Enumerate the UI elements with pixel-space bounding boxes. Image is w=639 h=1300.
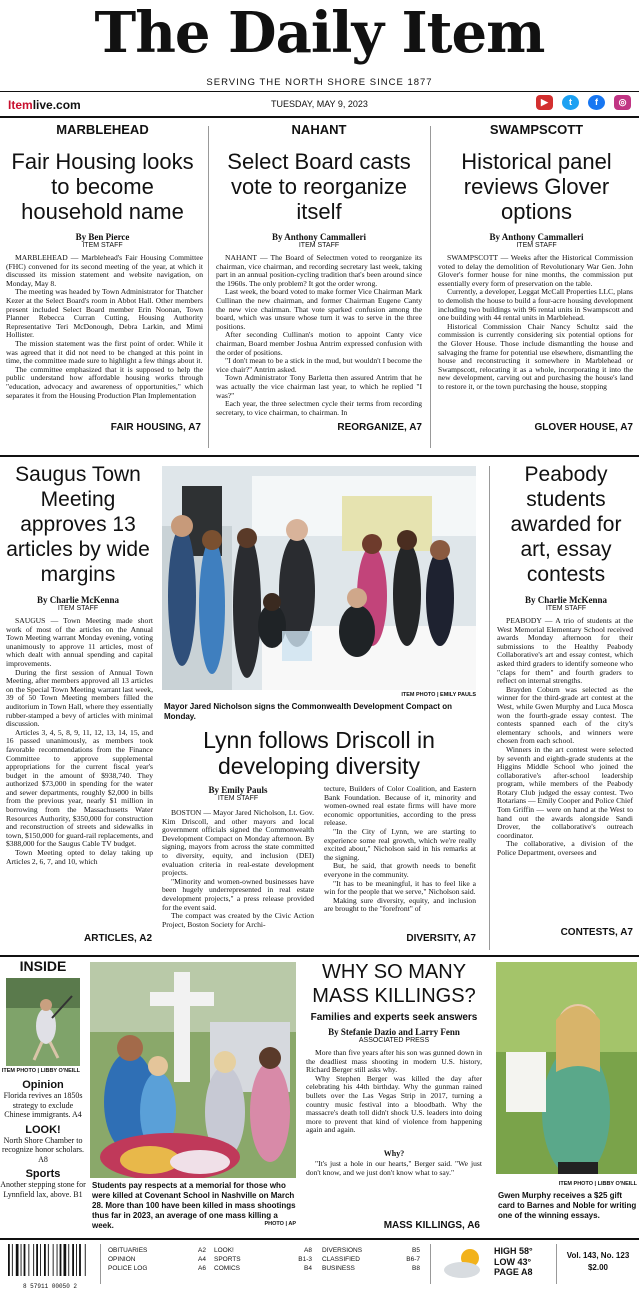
index-entry[interactable] [108, 1255, 206, 1264]
photo-credit: ITEM PHOTO | LIBBY O'NEILL [1, 1068, 80, 1074]
weather-icon [440, 1246, 490, 1280]
photo-caption: Gwen Murphy receives a $25 gift card to Barnes and Noble for writing one of the winning essays. [498, 1191, 637, 1220]
story-paragraph: After seconding Cullinan's motion to appoint Canty vice chairman, Board member Joshua Antrim expressed confusion with the order of positions. [216, 330, 422, 357]
story-paragraph: PEABODY — A trio of students at the West Memorial Elementary School received awards Monday afternoon for their submissions to the Healthy Peabody Collaborative's art and essay contest, which asked third graders to identify someone who "claps for them" and fourth graders to reflect on internal strengths. [497, 617, 633, 686]
index-page: B8 [412, 1265, 420, 1272]
story-byline: By Anthony Cammalleri [271, 232, 366, 242]
story-paragraph: "It has to be meaningful, it has to feel like a win for the people that we serve," Nicholson said. [324, 878, 476, 897]
story-paragraph: Historical Commission Chair Nancy Schultz said the commission is currently considering six potential options for the Glover House. Those include dismantling the house and salvaging the frame for potential use elsewhere, dismantling the house and reconstructing it somewhere in Marblehead or Swampscott, relocating it as a whole, incorporating it into the new development, carving out and purchasing the house's land to restore it, or the town purchasing the house, stopping [438, 321, 633, 391]
site-suffix: live.com [32, 98, 81, 112]
story-swampscott [434, 122, 639, 452]
index-column [322, 1246, 420, 1273]
signing-photo-illustration [162, 466, 476, 690]
instagram-icon[interactable]: ◎ [614, 95, 631, 110]
photo-credit: ITEM PHOTO | LIBBY O'NEILL [558, 1181, 637, 1187]
index-page: B5 [412, 1247, 420, 1254]
index-section: LOOK! [214, 1247, 234, 1254]
barcode-number: 8 57911 00050 2 [22, 1283, 77, 1290]
facebook-icon[interactable]: f [588, 95, 605, 110]
index-entry[interactable] [214, 1255, 312, 1264]
signing-photo [162, 466, 476, 690]
weather-page[interactable]: PAGE A8 [494, 1267, 533, 1277]
story-byline: By Anthony Cammalleri [489, 232, 584, 242]
story-paragraph: "I don't mean to be a stick in the mud, but wouldn't I become the vice chair?" Antrim asked. [216, 356, 422, 374]
story-paragraph: Town Administrator Tony Barletta then assured Antrim that he was actually the vice chairman last year, to which he replied "I was?" [216, 373, 422, 400]
column-divider [430, 126, 431, 448]
story-paragraph: The meeting was headed by Town Administrator for Thatcher Kezer at the Select Board's room in Abbot Hall. Other members present included Select Board member Erin Noonan, Town Planner Rebecca Curran Cutting, Housing Authority Representative Teri McDonough, Debra Larkin, and Mimi Hollister. [6, 287, 203, 340]
story-byline: By Ben Pierce [75, 232, 130, 242]
story-paragraph: BOSTON — Mayor Jared Nicholson, Lt. Gov. Kim Driscoll, and other mayors and local government officials signed the Commonwealth Development Compact on Monday afternoon. By signing, mayors from across the state committed to diversity, equity, and inclusion (DEI) evaluation criteria in real-estate development projects. [162, 809, 314, 878]
lacrosse-photo-illustration [6, 978, 80, 1066]
photo-credit: PHOTO | AP [264, 1221, 296, 1227]
column-divider [100, 1244, 101, 1284]
photo-credit: ITEM PHOTO | EMILY PAULS [401, 692, 476, 698]
story-paragraph: The collaborative, a division of the Police Department, oversees and [497, 839, 633, 858]
barcode [6, 1244, 94, 1290]
youtube-icon[interactable]: ▶ [536, 95, 553, 110]
story-jump-link[interactable]: REORGANIZE, A7 [337, 422, 422, 433]
story-jump-link[interactable]: MASS KILLINGS, A6 [383, 1220, 480, 1231]
story-body [493, 617, 639, 927]
index-page: A4 [198, 1256, 206, 1263]
story-paragraph: Each year, the three selectmen cycle their terms from recording secretary, to vice chairman, to chairman. In [216, 399, 422, 417]
volume-number: Vol. 143, No. 123 [566, 1251, 630, 1260]
gwen-photo-illustration [496, 962, 637, 1174]
story-body [0, 617, 156, 933]
story-byline: By Charlie McKenna [37, 595, 119, 605]
column-divider [430, 1244, 431, 1284]
story-body [324, 785, 476, 925]
story-headline: Saugus Town Meeting approves 13 articles by wide margins [6, 463, 150, 586]
story-paragraph: The mission statement was the first point of order. While it was agreed that it did not need to be changed at this point in time, the committee made sure to highlight a few things about it. [6, 338, 203, 366]
story-headline: WHY SO MANY MASS KILLINGS? [312, 961, 476, 1007]
index-entry[interactable] [108, 1246, 206, 1255]
story-jump-link[interactable]: CONTESTS, A7 [560, 927, 633, 938]
story-headline: Peabody students awarded for art, essay contests [510, 463, 622, 586]
column-divider [208, 126, 209, 448]
story-paragraph: During the first session of Annual Town Meeting, after members approved all 13 articles on the Special Town Meeting warrant last week, 39 of 50 Town Meeting members filled the auditorium in Town Hall, where they essentially rubber-stamped a bevy of articles with minimal discussion. [6, 667, 153, 729]
story-paragraph: NAHANT — The Board of Selectmen voted to reorganize its chairman, vice chairman, and recording secretary last week, taking part in an annual position-cycling tradition that's been around since the 1960s. The only problem? It got the order wrong. [216, 254, 422, 288]
story-paragraph: tecture, Builders of Color Coalition, and Eastern Bank Foundation. Because of it, minority and women-owned real estate firms will have more economic opportunities, according to the press release. [324, 785, 476, 828]
story-kicker: NAHANT [291, 122, 347, 137]
weather-high: HIGH 58° [494, 1246, 533, 1256]
story-lynn [162, 727, 476, 952]
photo-caption: Students pay respects at a memorial for those who were killed at Covenant School in Nashville on March 28. More than 100 have been killed in mass shootings thus far in 2023, an average of one mass killing a week. [92, 1181, 296, 1230]
inside-item-text: Florida revives an 1850s strategy to exclude Chinese immigrants. A4 [3, 1091, 83, 1119]
story-kicker: MARBLEHEAD [56, 122, 149, 137]
barcode-icon [6, 1244, 94, 1278]
memorial-photo [90, 962, 296, 1178]
index-column [108, 1246, 206, 1273]
story-marblehead [0, 122, 205, 452]
issue-date: TUESDAY, MAY 9, 2023 [271, 99, 368, 109]
story-paragraph: Currently, a developer, Leggat McCall Properties LLC, plans to demolish the house to build a four-acre housing development including two buildings with 96 rental units in Swampscott and one building with 44 rental units in Marblehead. [438, 287, 633, 323]
story-paragraph: Last week, the board voted to make former Vice Chairman Mark Cullinan the new chairman, and former Chairman Eugene Canty the new vice chairman. That vote sparked confusion among the board, which was unsure whose turn it was to serve in the three positions. [216, 287, 422, 331]
story-paragraph: Town Meeting opted to delay taking up Articles 2, 6, 7, and 10, which [6, 848, 153, 866]
divider [0, 455, 639, 457]
story-paragraph: Articles 3, 4, 5, 8, 9, 11, 12, 13, 14, 15, and 16 passed unanimously, as members took favorable recommendations from the Finance Committee to approve supplemental appropriations for the current fiscal year's budget in the amount of $938,740. They authorized $73,000 in spending for the water and sewer departments, roughly $2,000 in bills from the previous year, nearly $1 million in borrowing from the Massachusetts Water Resources Authority, $350,000 for construction and reconstruction of streets and sidewalks in town, $150,000 for guard-rail replacements, and $388,000 for the Saugus Cable TV budget. [6, 727, 153, 849]
story-mass-killings [304, 960, 484, 1235]
story-jump-link[interactable]: ARTICLES, A2 [84, 933, 152, 944]
index-entry[interactable] [322, 1246, 420, 1255]
index-section: SPORTS [214, 1256, 241, 1263]
column-divider [556, 1244, 557, 1284]
story-body [304, 1160, 484, 1190]
story-paragraph: Making sure diversity, equity, and inclusion are brought to the "forefront" of [324, 895, 476, 914]
inside-title: INSIDE [19, 958, 67, 974]
inside-item-head[interactable]: Sports [25, 1168, 61, 1180]
index-entry[interactable] [108, 1264, 206, 1273]
site-prefix: Item [8, 98, 33, 112]
story-byline: By Emily Pauls [208, 785, 268, 795]
inside-box [0, 958, 86, 1233]
story-staff: ITEM STAFF [82, 242, 123, 249]
story-paragraph: Why Stephen Berger was killed the day after celebrating his 44th birthday. Why the gunman rained bullets over the Las Vegas Strip in 2017, turning a country music festival into a bloodbath. Why the massacre's death toll didn't shock U.S. leaders into doing more to prevent that kind of violence from happening again and again. [306, 1073, 482, 1135]
story-paragraph: SAUGUS — Town Meeting made short work of most of the articles on the Annual Town Meeting warrant Monday evening, voting unanimously to approve 11 articles, most of which dealt with annual spending and capital improvements. [6, 617, 153, 668]
story-subhead: Families and experts seek answers [310, 1012, 478, 1023]
story-staff: ITEM STAFF [217, 795, 259, 802]
story-paragraph: The committee emphasized that it is supposed to help the public understand how affordable housing works through "education, advocacy and awareness of opportunities," which separates it from the Housing Production Plan Implementation [6, 364, 203, 400]
index-page: A6 [198, 1265, 206, 1272]
inside-item-text: North Shore Chamber to recognize honor scholars. A8 [2, 1135, 84, 1164]
index-section: BUSINESS [322, 1265, 355, 1272]
story-paragraph: More than five years after his son was gunned down in the deadliest mass shooting in modern U.S. history, Richard Berger still asks why. [306, 1049, 482, 1075]
story-section-head: Why? [383, 1149, 405, 1158]
inside-item-text: Another stepping stone for Lynnfield lax, above. B1 [0, 1180, 86, 1199]
story-paragraph: "It's just a hole in our hearts," Berger said. "We just don't know, and we just don't know what to say." [306, 1160, 482, 1177]
masthead-title: The Daily Item [94, 0, 545, 66]
story-body [304, 1049, 484, 1145]
index-section: DIVERSIONS [322, 1247, 363, 1254]
story-paragraph: Winners in the art contest were selected by seventh and eighth-grade students at the Higgins Middle School who joined the collaborative's after-school leadership program, while members of the Peabody Rotary Club judged the essay contest. Two Rotarians — Emily Cooper and Police Chief Tom Griffin — were on hand at the West to hand out the awards alongside Sandi Drover, the collaborative's outreach coordinator. [497, 744, 633, 840]
story-kicker: SWAMPSCOTT [489, 122, 584, 137]
story-headline: Historical panel reviews Glover options [461, 149, 612, 224]
index-page: A8 [304, 1247, 312, 1254]
index-section: CLASSIFIED [322, 1256, 360, 1263]
story-byline: By Stefanie Dazio and Larry Fenn [328, 1027, 460, 1037]
story-paragraph: "In the City of Lynn, we are starting to experience some real growth, which we're really excited about," Nicholson said in his remarks at the signing. [324, 826, 476, 862]
story-jump-link[interactable]: FAIR HOUSING, A7 [110, 422, 201, 433]
index-page: B1-3 [298, 1256, 312, 1263]
divider [0, 955, 639, 957]
index-column [214, 1246, 312, 1273]
index-entry[interactable] [322, 1255, 420, 1264]
story-staff: ITEM STAFF [545, 605, 587, 612]
story-headline: Lynn follows Driscoll in developing diversity [203, 727, 435, 779]
weather-box [494, 1246, 552, 1278]
story-paragraph: "Minority and women-owned businesses have been hugely underrepresented in real estate development projects," a press release provided for the event said. [162, 876, 314, 912]
index-page: B6-7 [406, 1256, 420, 1263]
twitter-icon[interactable]: t [562, 95, 579, 110]
weather-low: LOW 43° [494, 1256, 532, 1267]
lacrosse-photo[interactable] [6, 978, 80, 1066]
story-peabody [493, 462, 639, 952]
story-paragraph: The compact was created by the Civic Action Project, Boston Society for Archi- [162, 911, 314, 929]
story-staff: ITEM STAFF [57, 605, 99, 612]
story-byline: By Charlie McKenna [525, 595, 607, 605]
index-section: COMICS [214, 1265, 240, 1272]
index-section: POLICE LOG [108, 1265, 148, 1272]
story-nahant [212, 122, 426, 452]
masthead-tagline: SERVING THE NORTH SHORE SINCE 1877 [206, 77, 433, 88]
index-page: A2 [198, 1247, 206, 1254]
story-paragraph: SWAMPSCOTT — Weeks after the Historical Commission voted to delay the demolition of Revolutionary War Gen. John Glover's former house for nine months, the commission put essentially every form of preservation on the table. [438, 254, 633, 288]
index-page: B4 [304, 1265, 312, 1272]
inside-item-head[interactable]: LOOK! [25, 1123, 61, 1136]
divider [0, 1238, 639, 1240]
gwen-photo [496, 962, 637, 1174]
memorial-photo-illustration [90, 962, 296, 1178]
story-body [212, 254, 426, 422]
story-body [0, 254, 205, 422]
story-headline: Fair Housing looks to become household name [11, 149, 194, 224]
index-section: OBITUARIES [108, 1247, 148, 1254]
photo-caption: Mayor Jared Nicholson signs the Commonwealth Development Compact on Monday. [164, 702, 453, 721]
index-entry[interactable] [214, 1264, 312, 1273]
story-paragraph: MARBLEHEAD — Marblehead's Fair Housing Committee (FHC) convened for its second meeting of the year, at which it discussed its mission statement and website navigation, on Monday, May 8. [6, 254, 203, 288]
story-staff: ITEM STAFF [298, 242, 340, 249]
story-jump-link[interactable]: DIVERSITY, A7 [406, 933, 476, 944]
index-section: OPINION [108, 1256, 136, 1263]
story-jump-link[interactable]: GLOVER HOUSE, A7 [534, 422, 633, 433]
price: $2.00 [587, 1263, 609, 1272]
story-staff: ITEM STAFF [516, 242, 557, 249]
column-divider [489, 466, 490, 950]
story-paragraph: Brayden Coburn was selected as the winner for the third-grade art contest at the West, while Gwen Murphy and Luca Mosca won the fourth-grade essay contest. The contests spanned each of the city's elementary schools, and winners were chosen from each school. [497, 684, 633, 746]
inside-item-head[interactable]: Opinion [22, 1079, 64, 1091]
divider [0, 116, 639, 118]
volume-box [560, 1250, 636, 1274]
story-headline: Select Board casts vote to reorganize itself [227, 149, 411, 224]
index-entry[interactable] [322, 1264, 420, 1273]
story-saugus [0, 462, 156, 952]
story-paragraph: But, he said, that growth needs to benefit everyone in the community. [324, 861, 476, 879]
index-entry[interactable] [214, 1246, 312, 1255]
story-staff: ASSOCIATED PRESS [358, 1037, 430, 1044]
story-body [162, 809, 314, 929]
divider [0, 91, 639, 92]
story-body [434, 254, 639, 422]
